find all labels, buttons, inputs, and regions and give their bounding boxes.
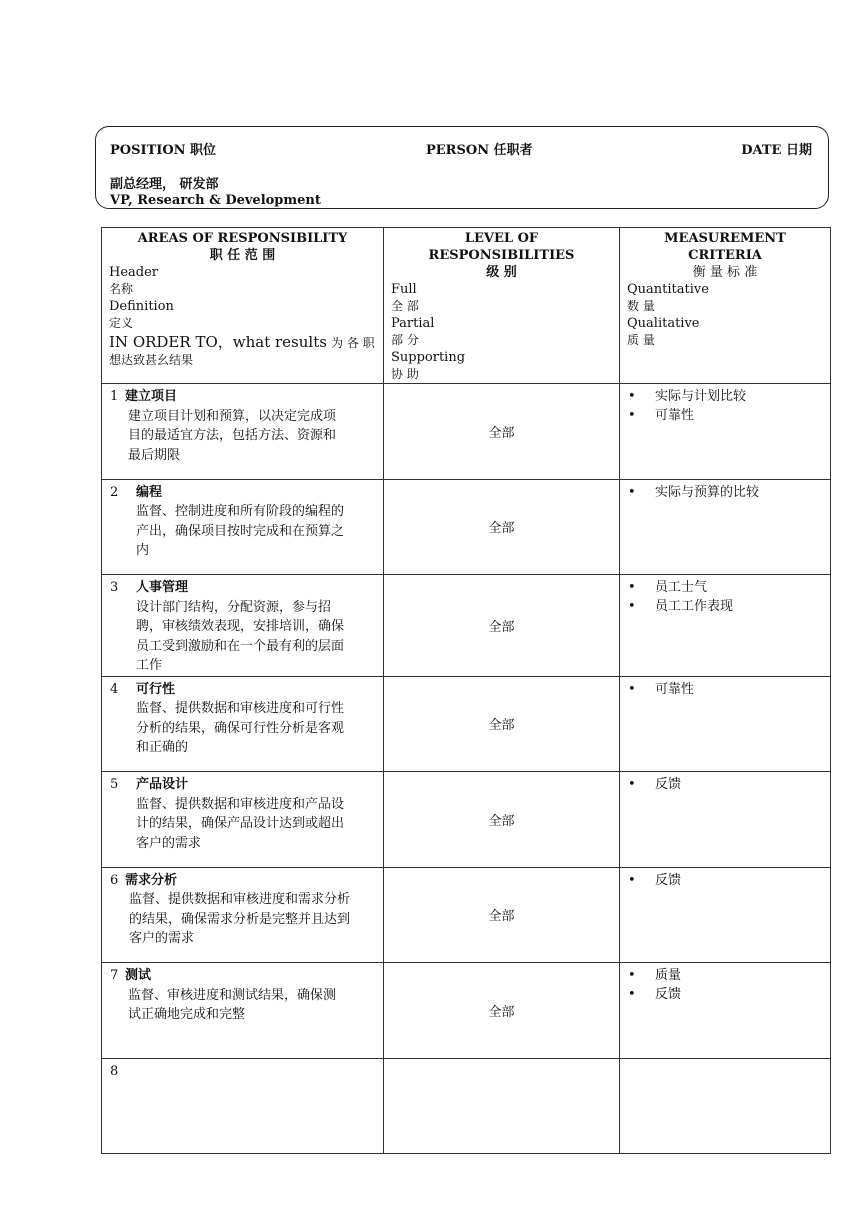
area-cell xyxy=(102,676,384,772)
area-text-line: 员工受到激励和在一个最有利的层面 xyxy=(136,638,345,654)
criteria-item: • 可靠性 xyxy=(648,406,830,425)
area-text-line: 建立项目计划和预算，以决定完成项 xyxy=(128,408,337,424)
criteria-item: • 员工工作表现 xyxy=(648,597,830,616)
position-header-box xyxy=(95,126,829,209)
area-number: 2 xyxy=(110,484,119,500)
criteria-cell xyxy=(620,963,831,1059)
areas-header-line: Definition xyxy=(109,299,174,314)
position-title-en: VP, Research & Development xyxy=(110,193,321,208)
level-value: 全部 xyxy=(488,521,515,537)
area-text-line: 聘，审核绩效表现，安排培训，确保 xyxy=(136,619,345,634)
area-text-line: 客户的需求 xyxy=(129,931,195,946)
level-value: 全部 xyxy=(488,1004,515,1020)
area-text-line: 监督、控制进度和所有阶段的编程的 xyxy=(136,504,345,519)
area-text-line: 内 xyxy=(136,543,150,558)
date-label: DATE 日期 xyxy=(741,143,812,158)
level-cell xyxy=(384,772,620,868)
area-number: 6 xyxy=(110,872,119,888)
level-header-line: Full xyxy=(391,282,417,297)
criteria-cell xyxy=(620,676,831,772)
level-cell xyxy=(384,676,620,772)
area-number: 3 xyxy=(110,580,119,595)
area-number: 7 xyxy=(110,968,119,983)
in-order-to-zh: 为 各 职 xyxy=(331,336,375,350)
area-text-line: 试正确地完成和完整 xyxy=(128,1007,246,1022)
criteria-item: • 实际与计划比较 xyxy=(648,387,830,406)
area-title: 人事管理 xyxy=(136,580,189,595)
table-row xyxy=(102,772,831,868)
table-row xyxy=(102,963,831,1059)
level-header-line: 协 助 xyxy=(391,367,419,381)
criteria-cell xyxy=(620,867,831,963)
criteria-header-line: Quantitative xyxy=(627,282,709,297)
area-title: 产品设计 xyxy=(136,777,189,792)
area-cell xyxy=(102,384,384,480)
level-cell xyxy=(384,384,620,480)
area-cell xyxy=(102,867,384,963)
level-header-line: 全 部 xyxy=(391,299,419,313)
table-row xyxy=(102,384,831,480)
responsibility-table xyxy=(101,227,831,1154)
position-label: POSITION 职位 xyxy=(110,143,217,158)
area-title: 测试 xyxy=(125,968,152,983)
criteria-header-title-zh: 衡 量 标 准 xyxy=(692,265,758,280)
level-cell xyxy=(384,575,620,677)
areas-header-cell xyxy=(102,228,384,384)
area-cell xyxy=(102,479,384,575)
level-header-line: Partial xyxy=(391,316,435,331)
level-cell xyxy=(384,867,620,963)
level-cell xyxy=(384,1058,620,1154)
area-number: 5 xyxy=(110,777,119,792)
criteria-cell xyxy=(620,384,831,480)
area-cell xyxy=(102,575,384,677)
area-text-line: 产出，确保项目按时完成和在预算之 xyxy=(136,523,345,539)
criteria-header-line: 数 量 xyxy=(627,299,655,313)
level-header-line: Supporting xyxy=(391,350,466,365)
area-title: 可行性 xyxy=(136,681,176,697)
person-label: PERSON 任职者 xyxy=(426,143,533,158)
criteria-item: • 质量 xyxy=(648,966,830,985)
criteria-header-cell xyxy=(620,228,831,384)
area-cell xyxy=(102,772,384,868)
level-value: 全部 xyxy=(488,813,515,829)
in-order-to-zh-line2: 想达致甚幺结果 xyxy=(109,353,194,367)
criteria-item: • 反馈 xyxy=(648,985,830,1004)
criteria-cell xyxy=(620,1058,831,1154)
level-value: 全部 xyxy=(488,909,515,925)
areas-header-line: 定义 xyxy=(109,316,134,330)
area-text-line: 计的结果，确保产品设计达到或超出 xyxy=(136,816,345,831)
level-cell xyxy=(384,963,620,1059)
area-text-line: 最后期限 xyxy=(128,447,181,463)
level-header-title: LEVEL OF RESPONSIBILITIES xyxy=(428,231,575,263)
criteria-header-line: Qualitative xyxy=(627,316,700,331)
area-text-line: 监督、提供数据和审核进度和产品设 xyxy=(136,796,345,812)
table-row xyxy=(102,867,831,963)
table-row xyxy=(102,479,831,575)
criteria-cell xyxy=(620,575,831,677)
level-value: 全部 xyxy=(488,425,515,441)
criteria-cell xyxy=(620,479,831,575)
area-text-line: 监督、提供数据和审核进度和需求分析 xyxy=(129,892,351,907)
area-text-line: 监督、审核进度和测试结果，确保测 xyxy=(128,987,337,1003)
area-text-line: 监督、提供数据和审核进度和可行性 xyxy=(136,701,345,716)
level-header-cell xyxy=(384,228,620,384)
area-text-line: 目的最适宜方法，包括方法、资源和 xyxy=(128,428,337,443)
area-number: 8 xyxy=(110,1063,119,1079)
level-value: 全部 xyxy=(488,718,515,734)
table-row xyxy=(102,575,831,677)
area-cell xyxy=(102,1058,384,1154)
table-header-row xyxy=(102,228,831,384)
criteria-item: • 实际与预算的比较 xyxy=(648,483,830,502)
area-text-line: 设计部门结构，分配资源，参与招 xyxy=(136,599,332,615)
areas-header-title-zh: 职 任 范 围 xyxy=(209,248,276,263)
area-title: 需求分析 xyxy=(125,872,178,888)
in-order-to-text: IN ORDER TO，what results xyxy=(109,333,327,351)
criteria-item: • 反馈 xyxy=(648,871,830,890)
area-number: 1 xyxy=(110,389,119,404)
criteria-cell xyxy=(620,772,831,868)
areas-header-line: 名称 xyxy=(109,282,134,296)
area-cell xyxy=(102,963,384,1059)
criteria-item: • 可靠性 xyxy=(648,680,830,699)
table-row xyxy=(102,676,831,772)
criteria-item: • 反馈 xyxy=(648,775,830,794)
area-text-line: 的结果，确保需求分析是完整并且达到 xyxy=(129,911,351,927)
area-text-line: 分析的结果，确保可行性分析是客观 xyxy=(136,720,345,736)
level-header-title-zh: 级 别 xyxy=(486,265,517,280)
level-cell xyxy=(384,479,620,575)
areas-header-line: Header xyxy=(109,265,159,280)
level-header-line: 部 分 xyxy=(391,333,419,347)
area-title: 建立项目 xyxy=(125,389,178,404)
area-number: 4 xyxy=(110,681,119,697)
criteria-header-line: 质 量 xyxy=(627,333,655,347)
position-title-zh: 副总经理， 研发部 xyxy=(110,177,219,192)
area-text-line: 工作 xyxy=(136,658,163,673)
area-text-line: 客户的需求 xyxy=(136,835,202,851)
area-text-line: 和正确的 xyxy=(136,740,189,755)
criteria-header-title: MEASUREMENT CRITERIA xyxy=(664,231,786,263)
criteria-item: • 员工士气 xyxy=(648,578,830,597)
areas-header-title: AREAS OF RESPONSIBILITY xyxy=(137,231,348,246)
level-value: 全部 xyxy=(488,619,515,635)
area-title: 编程 xyxy=(136,484,163,500)
table-row xyxy=(102,1058,831,1154)
